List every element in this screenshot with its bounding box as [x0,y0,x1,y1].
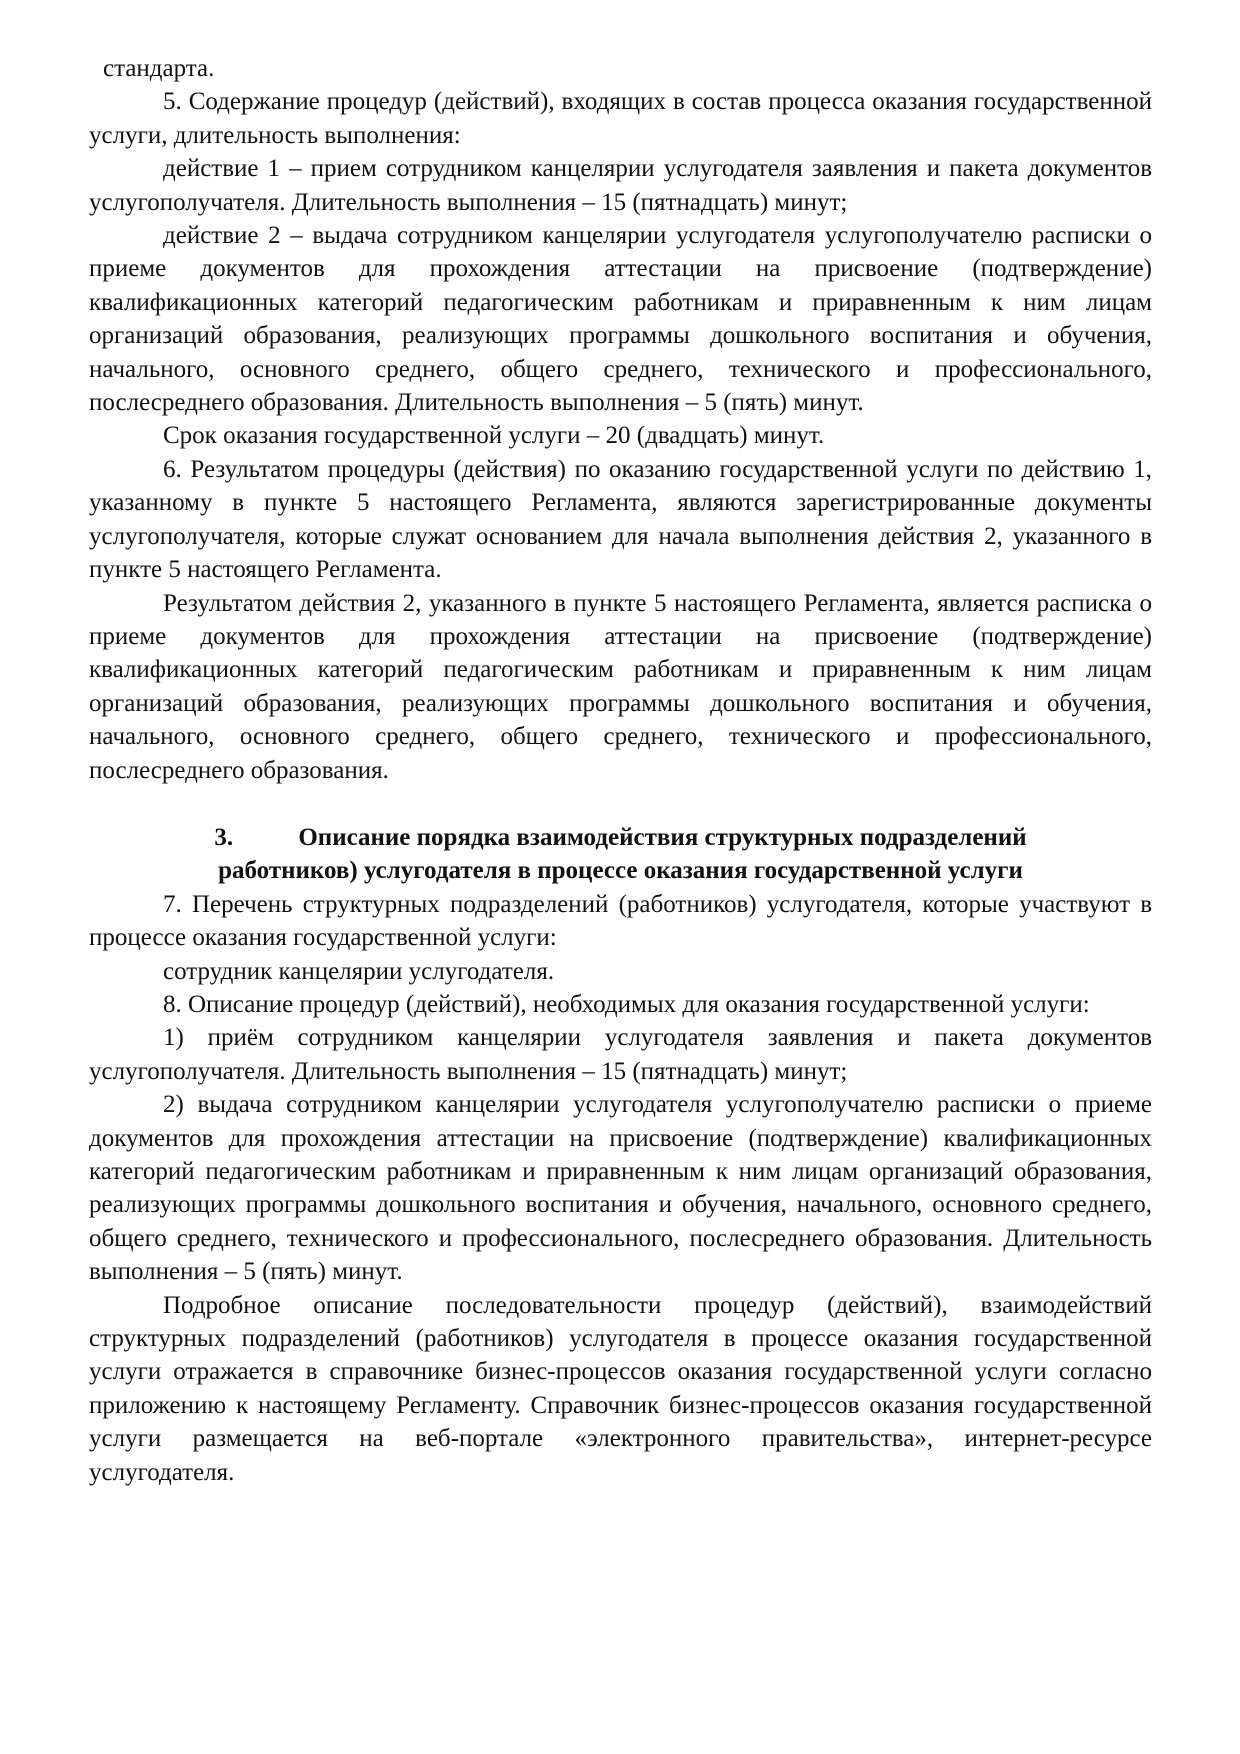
paragraph-procedure-2: 2) выдача сотрудником канцелярии услугодателя услугополучателю расписки о приеме документов для прохождения аттестации на присвоение (подтверждение) квалификационных категорий педагогическим работникам и приравненным к ним лицам организаций образования, реализующих программы дошкольного воспитания и обучения, начального, основного среднего, общего среднего, технического и профессионального, послесреднего образования. Длительность выполнения – 5 (пять) минут. [89,1091,1152,1286]
paragraph-item-6: 6. Результатом процедуры (действия) по оказанию государственной услуги по действию 1, указанному в пункте 5 настоящего Регламента, являются зарегистрированные документы услугополучателя, которые служат основанием для начала выполнения действия 2, указанного в пункте 5 настоящего Регламента. [89,455,1152,584]
paragraph-item-7: 7. Перечень структурных подразделений (работников) услугодателя, которые участвуют в процессе оказания государственной услуги: [89,890,1152,952]
section-spacer [89,787,1152,821]
paragraph-service-term: Срок оказания государственной услуги – 20 (двадцать) минут. [163,422,825,450]
paragraph-standard-end: стандарта. [103,55,215,82]
paragraph-action-1: действие 1 – прием сотрудником канцелярии услугодателя заявления и пакета документов услугополучателя. Длительность выполнения – 15 (пятнадцать) минут; [89,155,1152,216]
paragraph-detailed-description: Подробное описание последовательности процедур (действий), взаимодействий структурных подразделений (работников) услугодателя в процессе оказания государственной услуги отражается в справочнике бизнес-процессов оказания государственной услуги согласно приложению к настоящему Регламенту. Справочник бизнес-процессов оказания государственной услуги размещается на веб-портале «электронного правительства», интернет-ресурсе услугодателя. [89,1291,1152,1486]
paragraph-result-action-2: Результатом действия 2, указанного в пункте 5 настоящего Регламента, является расписка о приеме документов для прохождения аттестации на присвоение (подтверждение) квалификационных категорий педагогическим работникам и приравненным к ним лицам организаций образования, реализующих программы дошкольного воспитания и обучения, начального, основного среднего, общего среднего, технического и профессионального, послесреднего образования. [89,589,1152,784]
paragraph-action-2: действие 2 – выдача сотрудником канцелярии услугодателя услугополучателю расписки о приеме документов для прохождения аттестации на присвоение (подтверждение) квалификационных категорий педагогическим работникам и приравненным к ним лицам организаций образования, реализующих программы дошкольного воспитания и обучения, начального, основного среднего, общего среднего, технического и профессионального, послесреднего образования. Длительность выполнения – 5 (пять) минут. [89,222,1152,417]
paragraph-item-5: 5. Содержание процедур (действий), входящих в состав процесса оказания государственной услуги, длительность выполнения: [89,88,1152,149]
document-page [89,52,1152,1489]
section-number: 3. [214,823,234,851]
paragraph-item-8: 8. Описание процедур (действий), необходимых для оказания государственной услуги: [163,990,1090,1018]
paragraph-office-staff: сотрудник канцелярии услугодателя. [163,957,555,985]
paragraph-procedure-1: 1) приём сотрудником канцелярии услугодателя заявления и пакета документов услугополучателя. Длительность выполнения – 15 (пятнадцать) минут; [89,1024,1152,1085]
section-title-line-1: Описание порядка взаимодействия структурных подразделений [298,823,1027,851]
section-title-line-2: работников) услугодателя в процессе оказания государственной услуги [218,857,1023,885]
section-heading-line-1 [89,821,1152,854]
